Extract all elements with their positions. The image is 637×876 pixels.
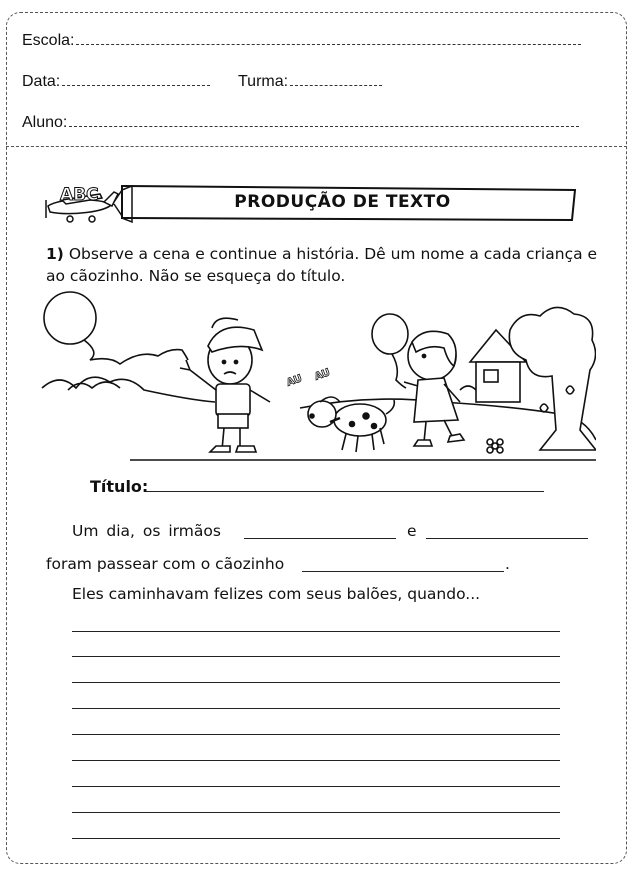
school-label: Escola: bbox=[22, 32, 75, 49]
date-field[interactable] bbox=[22, 73, 210, 91]
date-input-line[interactable] bbox=[62, 84, 210, 86]
sentence-3: Eles caminhavam felizes com seus balões, quando... bbox=[72, 585, 481, 603]
school-field[interactable] bbox=[22, 32, 581, 50]
student-input-line[interactable] bbox=[69, 125, 579, 127]
sibling-2-name-line[interactable] bbox=[426, 538, 588, 539]
student-field[interactable] bbox=[22, 114, 579, 132]
exercise-text: Observe a cena e continue a história. Dê um nome a cada criança e ao cãozinho. Não se esqueça do título. bbox=[46, 245, 598, 285]
writing-line[interactable] bbox=[72, 812, 560, 813]
sibling-1-name-line[interactable] bbox=[244, 538, 396, 539]
balloon-right-icon bbox=[372, 314, 408, 388]
girl-figure bbox=[404, 331, 464, 446]
writing-line[interactable] bbox=[72, 760, 560, 761]
exercise-number: 1) bbox=[46, 245, 64, 263]
writing-line[interactable] bbox=[72, 656, 560, 657]
exercise-instruction bbox=[46, 243, 606, 287]
class-input-line[interactable] bbox=[290, 84, 382, 86]
scene-illustration bbox=[40, 290, 596, 470]
dog-sound-2: AU bbox=[313, 367, 332, 383]
dog-name-line[interactable] bbox=[302, 571, 504, 572]
class-field[interactable] bbox=[238, 73, 382, 91]
sentence-2-start: foram passear com o cãozinho bbox=[46, 555, 285, 573]
sentence-1-start: Um dia, os irmãos bbox=[72, 522, 221, 540]
writing-line[interactable] bbox=[72, 631, 560, 632]
title-input-line[interactable] bbox=[146, 491, 544, 492]
writing-line[interactable] bbox=[72, 838, 560, 839]
writing-line[interactable] bbox=[72, 708, 560, 709]
writing-line[interactable] bbox=[72, 682, 560, 683]
writing-line[interactable] bbox=[72, 734, 560, 735]
header-divider bbox=[6, 146, 627, 147]
sentence-1-and: e bbox=[407, 522, 417, 540]
banner-title: PRODUÇÃO DE TEXTO bbox=[234, 192, 451, 212]
student-label: Aluno: bbox=[22, 114, 68, 131]
school-input-line[interactable] bbox=[76, 43, 581, 45]
title-label: Título: bbox=[90, 477, 149, 496]
flower-icon bbox=[487, 439, 503, 453]
sentence-2-end: . bbox=[505, 555, 510, 573]
dog-sound-1: AU bbox=[285, 373, 304, 389]
balloon-left-icon bbox=[44, 292, 188, 364]
plane-letters: ABC bbox=[60, 185, 99, 205]
boy-figure bbox=[180, 318, 270, 452]
date-label: Data: bbox=[22, 73, 61, 90]
tree-icon bbox=[509, 307, 596, 450]
class-label: Turma: bbox=[238, 73, 289, 90]
writing-line[interactable] bbox=[72, 786, 560, 787]
dog-figure bbox=[308, 397, 394, 452]
